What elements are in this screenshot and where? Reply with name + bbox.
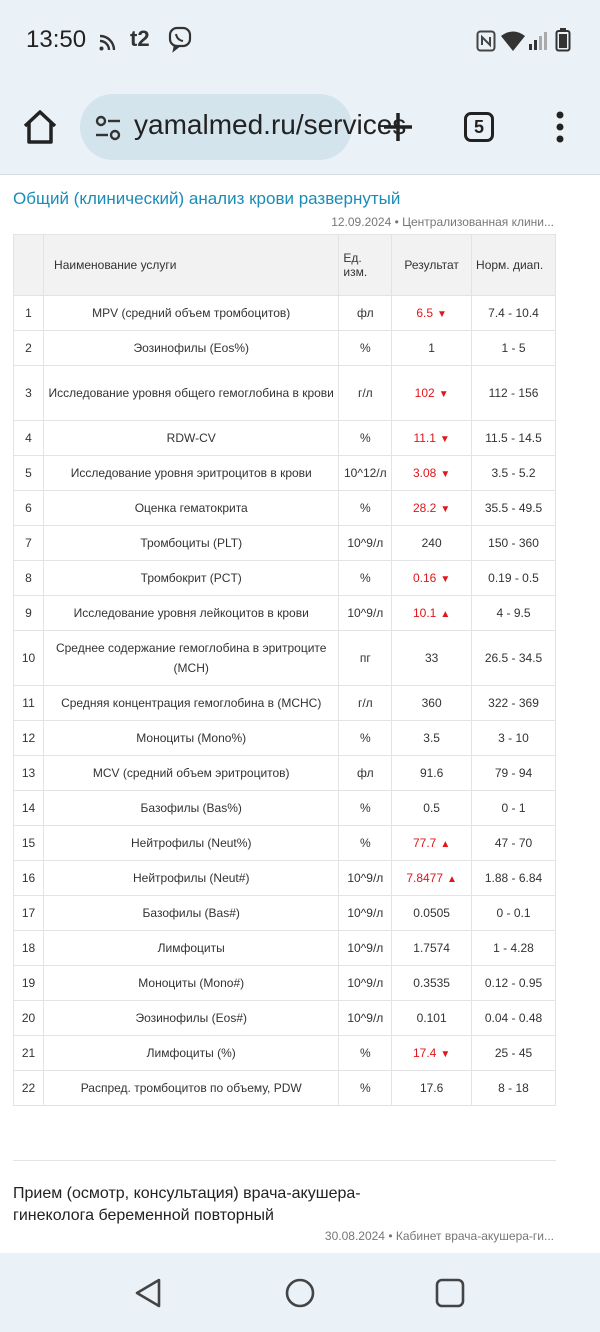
more-menu-icon[interactable] — [548, 107, 572, 147]
table-row — [14, 456, 556, 491]
result-cell — [392, 686, 472, 721]
norm-cell: 1 - 4.28 — [472, 931, 556, 966]
service-name: Среднее содержание гемоглобина в эритроците (MCH) — [44, 631, 339, 686]
unit-cell: пг — [339, 631, 392, 686]
result-cell — [392, 791, 472, 826]
table-row — [14, 861, 556, 896]
service-name: Распред. тромбоцитов по объему, PDW — [44, 1071, 339, 1106]
page-content — [0, 175, 600, 1253]
unit-cell: 10^9/л — [339, 1001, 392, 1036]
table-row — [14, 366, 556, 421]
low-flag-icon: ▼ — [440, 574, 451, 585]
table-row — [14, 721, 556, 756]
row-number: 12 — [14, 721, 44, 756]
unit-cell: 10^9/л — [339, 931, 392, 966]
analysis-title[interactable]: Общий (клинический) анализ крови развернутый — [13, 189, 401, 208]
service-name: Нейтрофилы (Neut%) — [44, 826, 339, 861]
service-name: Базофилы (Bas#) — [44, 896, 339, 931]
result-value: 0.101 — [416, 1011, 447, 1025]
col-norm-header: Норм. диап. — [472, 235, 556, 296]
result-value: 7.8477 — [406, 871, 444, 885]
table-row — [14, 561, 556, 596]
result-value: 91.6 — [419, 766, 444, 780]
unit-cell: % — [339, 1036, 392, 1071]
result-value: 3.08 — [413, 466, 437, 480]
result-cell — [392, 296, 472, 331]
result-value: 28.2 — [413, 501, 437, 515]
service-name: Моноциты (Mono%) — [44, 721, 339, 756]
unit-cell: г/л — [339, 366, 392, 421]
service-name: Исследование уровня лейкоцитов в крови — [44, 596, 339, 631]
row-number: 1 — [14, 296, 44, 331]
result-value: 360 — [421, 696, 442, 710]
result-value: 102 — [414, 386, 435, 400]
site-settings-icon[interactable] — [94, 114, 122, 142]
result-value: 240 — [421, 536, 442, 550]
status-bar — [0, 0, 600, 80]
result-cell — [392, 1001, 472, 1036]
tab-switcher-button[interactable]: 5 — [464, 112, 494, 142]
service-name: Эозинофилы (Eos#) — [44, 1001, 339, 1036]
table-row — [14, 526, 556, 561]
visit-meta: 30.08.2024 • Кабинет врача-акушера-ги... — [324, 1229, 554, 1243]
result-cell — [392, 491, 472, 526]
row-number: 7 — [14, 526, 44, 561]
row-number: 21 — [14, 1036, 44, 1071]
unit-cell: 10^9/л — [339, 966, 392, 1001]
service-name: RDW-CV — [44, 421, 339, 456]
section-divider — [13, 1160, 556, 1161]
result-value: 0.0505 — [413, 906, 450, 920]
unit-cell: % — [339, 826, 392, 861]
norm-cell: 11.5 - 14.5 — [472, 421, 556, 456]
service-name: Оценка гематокрита — [44, 491, 339, 526]
result-value: 77.7 — [413, 836, 437, 850]
norm-cell: 7.4 - 10.4 — [472, 296, 556, 331]
service-name: Моноциты (Mono#) — [44, 966, 339, 1001]
status-time: 13:50 — [26, 26, 87, 53]
low-flag-icon: ▼ — [440, 504, 451, 515]
norm-cell: 0.19 - 0.5 — [472, 561, 556, 596]
visit-title[interactable]: Прием (осмотр, консультация) врача-акушера-гинеколога беременной повторный — [13, 1185, 361, 1224]
unit-cell: 10^12/л — [339, 456, 392, 491]
service-name: Средняя концентрация гемоглобина в (MCHC) — [44, 686, 339, 721]
table-row — [14, 596, 556, 631]
service-name: Лимфоциты — [44, 931, 339, 966]
row-number: 15 — [14, 826, 44, 861]
analysis-meta: 12.09.2024 • Централизованная клини... — [331, 215, 554, 229]
result-value: 17.6 — [419, 1081, 444, 1095]
url-bar[interactable] — [80, 94, 407, 160]
result-cell — [392, 861, 472, 896]
norm-cell: 0 - 0.1 — [472, 896, 556, 931]
result-cell — [392, 561, 472, 596]
navigation-bar — [0, 1253, 600, 1332]
row-number: 8 — [14, 561, 44, 596]
norm-cell: 3 - 10 — [472, 721, 556, 756]
table-row — [14, 931, 556, 966]
viber-icon — [168, 26, 194, 57]
table-row — [14, 686, 556, 721]
low-flag-icon: ▼ — [440, 469, 451, 480]
result-cell — [392, 631, 472, 686]
cast-icon — [98, 32, 118, 57]
unit-cell: г/л — [339, 686, 392, 721]
row-number: 16 — [14, 861, 44, 896]
result-cell — [392, 456, 472, 491]
table-row — [14, 791, 556, 826]
row-number: 14 — [14, 791, 44, 826]
row-number: 10 — [14, 631, 44, 686]
result-cell — [392, 826, 472, 861]
row-number: 18 — [14, 931, 44, 966]
unit-cell: фл — [339, 296, 392, 331]
result-value: 0.5 — [423, 801, 440, 815]
result-cell — [392, 366, 472, 421]
low-flag-icon: ▼ — [438, 389, 449, 400]
unit-cell: % — [339, 331, 392, 366]
col-unit-header: Ед. изм. — [339, 235, 392, 296]
norm-cell: 0 - 1 — [472, 791, 556, 826]
service-name: Тромбоциты (PLT) — [44, 526, 339, 561]
col-result-header: Результат — [392, 235, 472, 296]
norm-cell: 26.5 - 34.5 — [472, 631, 556, 686]
high-flag-icon: ▲ — [440, 839, 451, 850]
service-name: Исследование уровня общего гемоглобина в крови — [44, 366, 339, 421]
result-value: 3.5 — [423, 731, 440, 745]
result-value: 17.4 — [413, 1046, 437, 1060]
row-number: 22 — [14, 1071, 44, 1106]
result-value: 11.1 — [413, 431, 436, 445]
result-value: 10.1 — [413, 606, 437, 620]
battery-icon — [555, 28, 571, 57]
table-row — [14, 756, 556, 791]
norm-cell: 35.5 - 49.5 — [472, 491, 556, 526]
recents-icon[interactable] — [434, 1277, 466, 1309]
low-flag-icon: ▼ — [437, 309, 447, 320]
row-number: 11 — [14, 686, 44, 721]
table-row — [14, 296, 556, 331]
norm-cell: 8 - 18 — [472, 1071, 556, 1106]
col-name-header: Наименование услуги — [44, 235, 339, 296]
result-value: 1.7574 — [413, 941, 450, 955]
norm-cell: 79 - 94 — [472, 756, 556, 791]
result-cell — [392, 966, 472, 1001]
result-value: 6.5 — [416, 306, 434, 320]
result-cell — [392, 526, 472, 561]
unit-cell: 10^9/л — [339, 596, 392, 631]
result-value: 0.3535 — [413, 976, 450, 990]
norm-cell: 112 - 156 — [472, 366, 556, 421]
norm-cell: 4 - 9.5 — [472, 596, 556, 631]
service-name: Лимфоциты (%) — [44, 1036, 339, 1071]
service-name: Исследование уровня эритроцитов в крови — [44, 456, 339, 491]
table-row — [14, 1071, 556, 1106]
home-icon[interactable] — [20, 107, 60, 147]
row-number: 20 — [14, 1001, 44, 1036]
row-number: 4 — [14, 421, 44, 456]
result-cell — [392, 421, 472, 456]
high-flag-icon: ▲ — [440, 609, 451, 620]
url-text[interactable]: yamalmed.ru/services — [134, 109, 407, 140]
norm-cell: 322 - 369 — [472, 686, 556, 721]
back-icon[interactable] — [133, 1277, 165, 1309]
new-tab-icon[interactable] — [378, 107, 418, 147]
unit-cell: % — [339, 491, 392, 526]
signal-icon — [528, 30, 548, 57]
table-row — [14, 1036, 556, 1071]
table-header-row — [14, 235, 556, 296]
low-flag-icon: ▼ — [440, 1049, 451, 1060]
home-circle-icon[interactable] — [284, 1277, 316, 1309]
browser-toolbar — [0, 80, 600, 175]
service-name: MPV (средний объем тромбоцитов) — [44, 296, 339, 331]
wifi-icon — [500, 30, 526, 57]
row-number: 17 — [14, 896, 44, 931]
row-number: 9 — [14, 596, 44, 631]
norm-cell: 150 - 360 — [472, 526, 556, 561]
service-name: Эозинофилы (Eos%) — [44, 331, 339, 366]
high-flag-icon: ▲ — [447, 874, 457, 885]
unit-cell: фл — [339, 756, 392, 791]
row-number: 19 — [14, 966, 44, 1001]
result-cell — [392, 1071, 472, 1106]
result-value: 0.16 — [413, 571, 437, 585]
result-cell — [392, 756, 472, 791]
unit-cell: % — [339, 721, 392, 756]
result-cell — [392, 596, 472, 631]
table-row — [14, 631, 556, 686]
norm-cell: 3.5 - 5.2 — [472, 456, 556, 491]
service-name: Нейтрофилы (Neut#) — [44, 861, 339, 896]
results-table — [13, 234, 556, 1106]
row-number: 6 — [14, 491, 44, 526]
norm-cell: 0.12 - 0.95 — [472, 966, 556, 1001]
service-name: MCV (средний объем эритроцитов) — [44, 756, 339, 791]
table-row — [14, 421, 556, 456]
service-name: Базофилы (Bas%) — [44, 791, 339, 826]
norm-cell: 25 - 45 — [472, 1036, 556, 1071]
nfc-icon — [476, 30, 496, 57]
norm-cell: 1 - 5 — [472, 331, 556, 366]
unit-cell: 10^9/л — [339, 896, 392, 931]
result-cell — [392, 896, 472, 931]
table-row — [14, 331, 556, 366]
row-number: 5 — [14, 456, 44, 491]
table-row — [14, 966, 556, 1001]
norm-cell: 0.04 - 0.48 — [472, 1001, 556, 1036]
unit-cell: 10^9/л — [339, 526, 392, 561]
norm-cell: 1.88 - 6.84 — [472, 861, 556, 896]
unit-cell: % — [339, 791, 392, 826]
table-row — [14, 1001, 556, 1036]
result-value: 1 — [428, 341, 435, 355]
table-row — [14, 826, 556, 861]
result-cell — [392, 1036, 472, 1071]
result-cell — [392, 331, 472, 366]
row-number: 13 — [14, 756, 44, 791]
table-row — [14, 491, 556, 526]
unit-cell: 10^9/л — [339, 861, 392, 896]
result-value: 33 — [424, 651, 439, 665]
result-cell — [392, 931, 472, 966]
t2-icon: t2 — [130, 26, 150, 51]
unit-cell: % — [339, 421, 392, 456]
unit-cell: % — [339, 1071, 392, 1106]
low-flag-icon: ▼ — [439, 434, 450, 445]
norm-cell: 47 - 70 — [472, 826, 556, 861]
col-num-header — [14, 235, 44, 296]
table-row — [14, 896, 556, 931]
row-number: 2 — [14, 331, 44, 366]
row-number: 3 — [14, 366, 44, 421]
result-cell — [392, 721, 472, 756]
service-name: Тромбокрит (PCT) — [44, 561, 339, 596]
unit-cell: % — [339, 561, 392, 596]
